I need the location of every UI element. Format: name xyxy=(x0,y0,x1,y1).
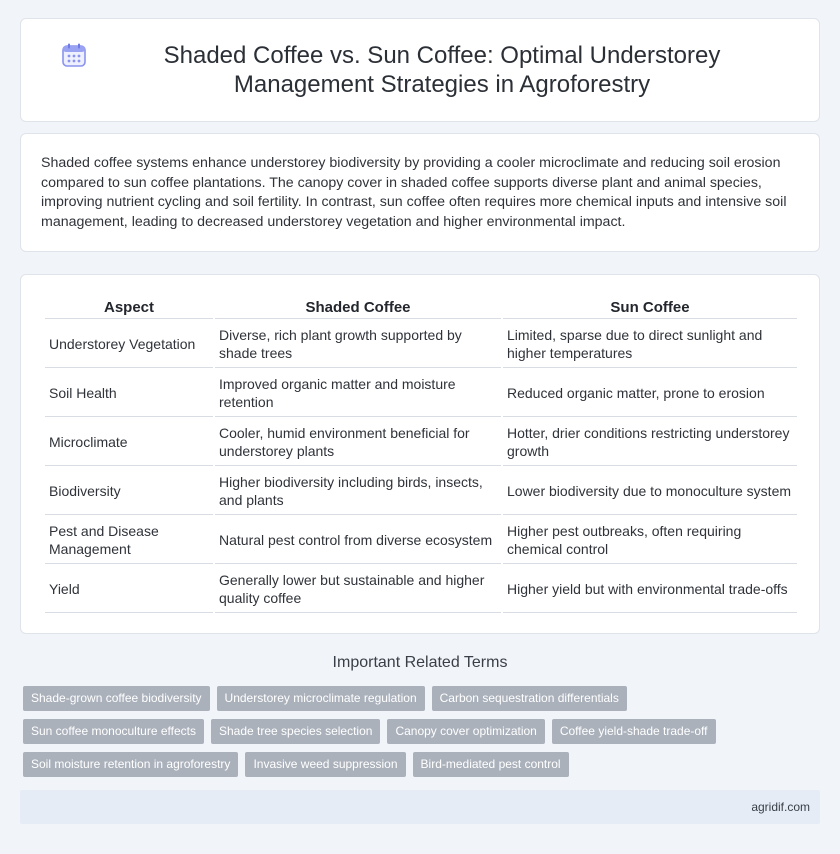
term-tag[interactable]: Canopy cover optimization xyxy=(387,719,544,744)
term-tag[interactable]: Shade tree species selection xyxy=(211,719,380,744)
sun-cell: Reduced organic matter, prone to erosion xyxy=(503,370,797,417)
page-title: Shaded Coffee vs. Sun Coffee: Optimal Understorey Management Strategies in Agroforestry xyxy=(163,42,721,98)
term-tag[interactable]: Sun coffee monoculture effects xyxy=(23,719,204,744)
term-tag[interactable]: Soil moisture retention in agroforestry xyxy=(23,752,238,777)
aspect-cell: Soil Health xyxy=(45,370,213,417)
shaded-cell: Natural pest control from diverse ecosystem xyxy=(215,517,501,564)
term-tag[interactable]: Carbon sequestration differentials xyxy=(432,686,627,711)
footer-site-link[interactable]: agridif.com xyxy=(751,800,810,814)
aspect-cell: Pest and Disease Management xyxy=(45,517,213,564)
footer xyxy=(20,790,820,824)
shaded-cell: Diverse, rich plant growth supported by shade trees xyxy=(215,321,501,368)
related-terms xyxy=(23,686,823,785)
title-wrap xyxy=(21,41,819,99)
term-tag[interactable]: Coffee yield-shade trade-off xyxy=(552,719,716,744)
comparison-card xyxy=(20,274,820,634)
header-aspect: Aspect xyxy=(45,299,213,319)
shaded-cell: Improved organic matter and moisture retention xyxy=(215,370,501,417)
aspect-cell: Microclimate xyxy=(45,419,213,466)
term-tag[interactable]: Bird-mediated pest control xyxy=(413,752,569,777)
table-row xyxy=(45,370,797,417)
comparison-table xyxy=(43,297,799,615)
sun-cell: Limited, sparse due to direct sunlight and higher temperatures xyxy=(503,321,797,368)
related-terms-heading: Important Related Terms xyxy=(332,654,508,671)
table-row xyxy=(45,566,797,613)
header-shaded-coffee: Shaded Coffee xyxy=(215,299,501,319)
sun-cell: Hotter, drier conditions restricting understorey growth xyxy=(503,419,797,466)
term-row xyxy=(23,719,823,744)
term-tag[interactable]: Invasive weed suppression xyxy=(245,752,405,777)
table-row xyxy=(45,468,797,515)
header-sun-coffee: Sun Coffee xyxy=(503,299,797,319)
sun-cell: Lower biodiversity due to monoculture system xyxy=(503,468,797,515)
term-row xyxy=(23,752,823,777)
table-row xyxy=(45,517,797,564)
table-row xyxy=(45,419,797,466)
intro-card xyxy=(20,133,820,252)
calendar-icon xyxy=(61,42,87,68)
shaded-cell: Higher biodiversity including birds, insects, and plants xyxy=(215,468,501,515)
term-tag[interactable]: Shade-grown coffee biodiversity xyxy=(23,686,210,711)
shaded-cell: Cooler, humid environment beneficial for understorey plants xyxy=(215,419,501,466)
intro-paragraph: Shaded coffee systems enhance understorey biodiversity by providing a cooler microclimate and reducing soil erosion compared to sun coffee plantations. The canopy cover in shaded coffee supports diverse plant and animal species, improving nutrient cycling and soil fertility. In contrast, sun coffee often requires more chemical inputs and intensive soil management, leading to decreased understorey vegetation and higher environmental impact. xyxy=(41,155,787,230)
sun-cell: Higher pest outbreaks, often requiring chemical control xyxy=(503,517,797,564)
aspect-cell: Biodiversity xyxy=(45,468,213,515)
table-row xyxy=(45,321,797,368)
aspect-cell: Understorey Vegetation xyxy=(45,321,213,368)
title-card xyxy=(20,18,820,122)
term-tag[interactable]: Understorey microclimate regulation xyxy=(217,686,425,711)
shaded-cell: Generally lower but sustainable and higher quality coffee xyxy=(215,566,501,613)
table-header-row xyxy=(45,299,797,319)
sun-cell: Higher yield but with environmental trade-offs xyxy=(503,566,797,613)
aspect-cell: Yield xyxy=(45,566,213,613)
term-row xyxy=(23,686,823,711)
